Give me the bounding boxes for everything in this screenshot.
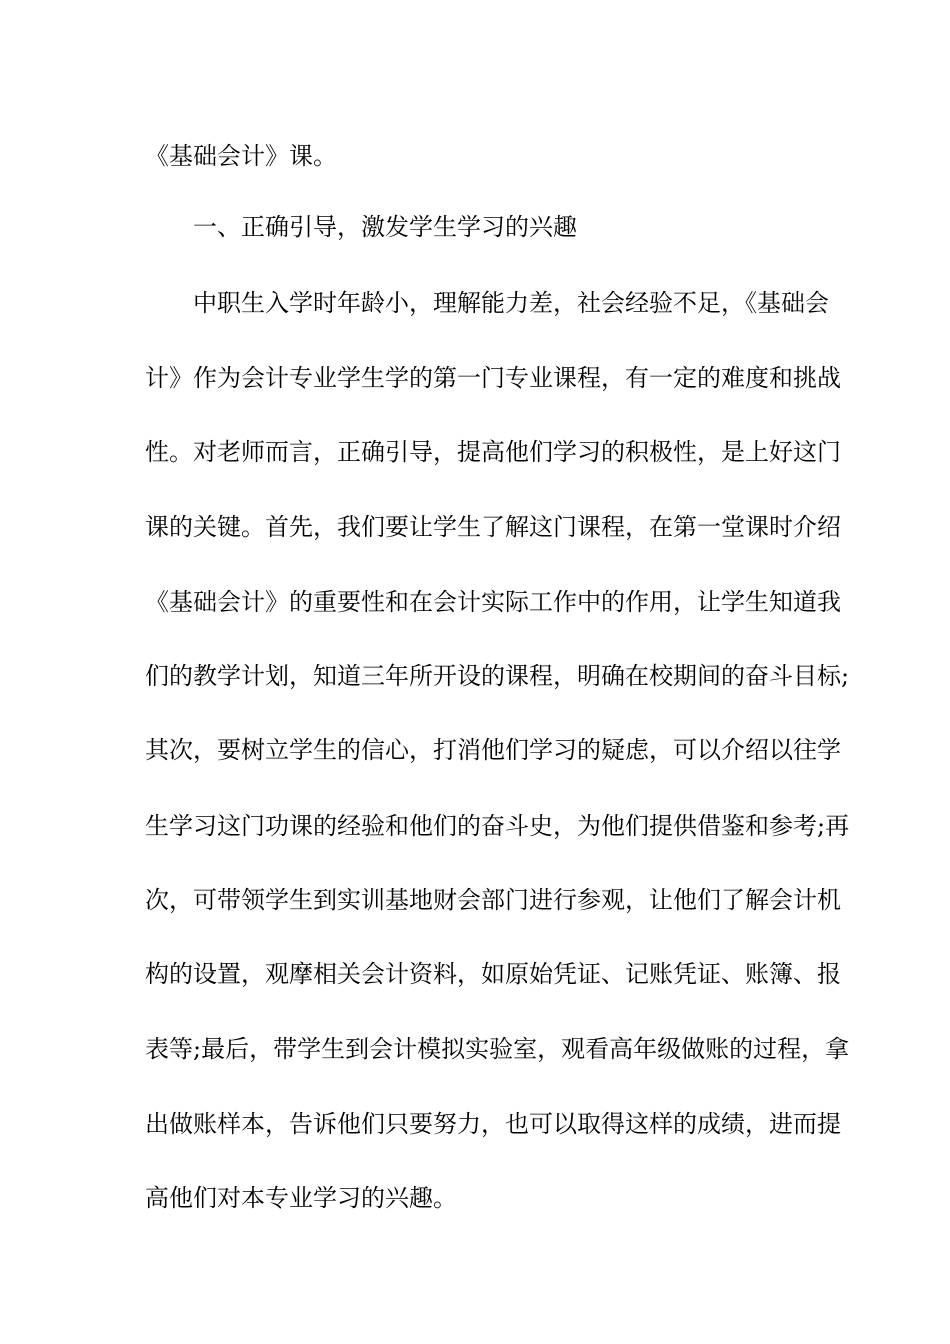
paragraph-line: 其次，要树立学生的信心，打消他们学习的疑虑，可以介绍以往学 <box>145 736 841 764</box>
paragraph-line: 计》作为会计专业学生学的第一门专业课程，有一定的难度和挑战 <box>145 364 841 392</box>
paragraph-line: 生学习这门功课的经验和他们的奋斗史，为他们提供借鉴和参考;再 <box>145 812 850 840</box>
paragraph-line: 《基础会计》的重要性和在会计实际工作中的作用，让学生知道我 <box>145 588 841 616</box>
paragraph-line: 中职生入学时年龄小，理解能力差，社会经验不足，《基础会 <box>193 289 829 317</box>
paragraph-line: 表等;最后，带学生到会计模拟实验室，观看高年级做账的过程，拿 <box>145 1035 850 1063</box>
paragraph-line: 出做账样本，告诉他们只要努力，也可以取得这样的成绩，进而提 <box>145 1110 841 1138</box>
paragraph-line: 构的设置，观摩相关会计资料，如原始凭证、记账凭证、账簿、报 <box>145 960 841 988</box>
paragraph-line: 性。对老师而言，正确引导，提高他们学习的积极性，是上好这门 <box>145 438 841 466</box>
section-heading: 一、正确引导，激发学生学习的兴趣 <box>193 213 577 241</box>
paragraph-line: 次，可带领学生到实训基地财会部门进行参观，让他们了解会计机 <box>145 886 841 914</box>
paragraph-line: 们的教学计划，知道三年所开设的课程，明确在校期间的奋斗目标; <box>145 662 850 690</box>
paragraph-continuation: 《基础会计》课。 <box>145 142 337 170</box>
paragraph-line: 高他们对本专业学习的兴趣。 <box>145 1184 457 1212</box>
paragraph-line: 课的关键。首先，我们要让学生了解这门课程，在第一堂课时介绍 <box>145 513 841 541</box>
